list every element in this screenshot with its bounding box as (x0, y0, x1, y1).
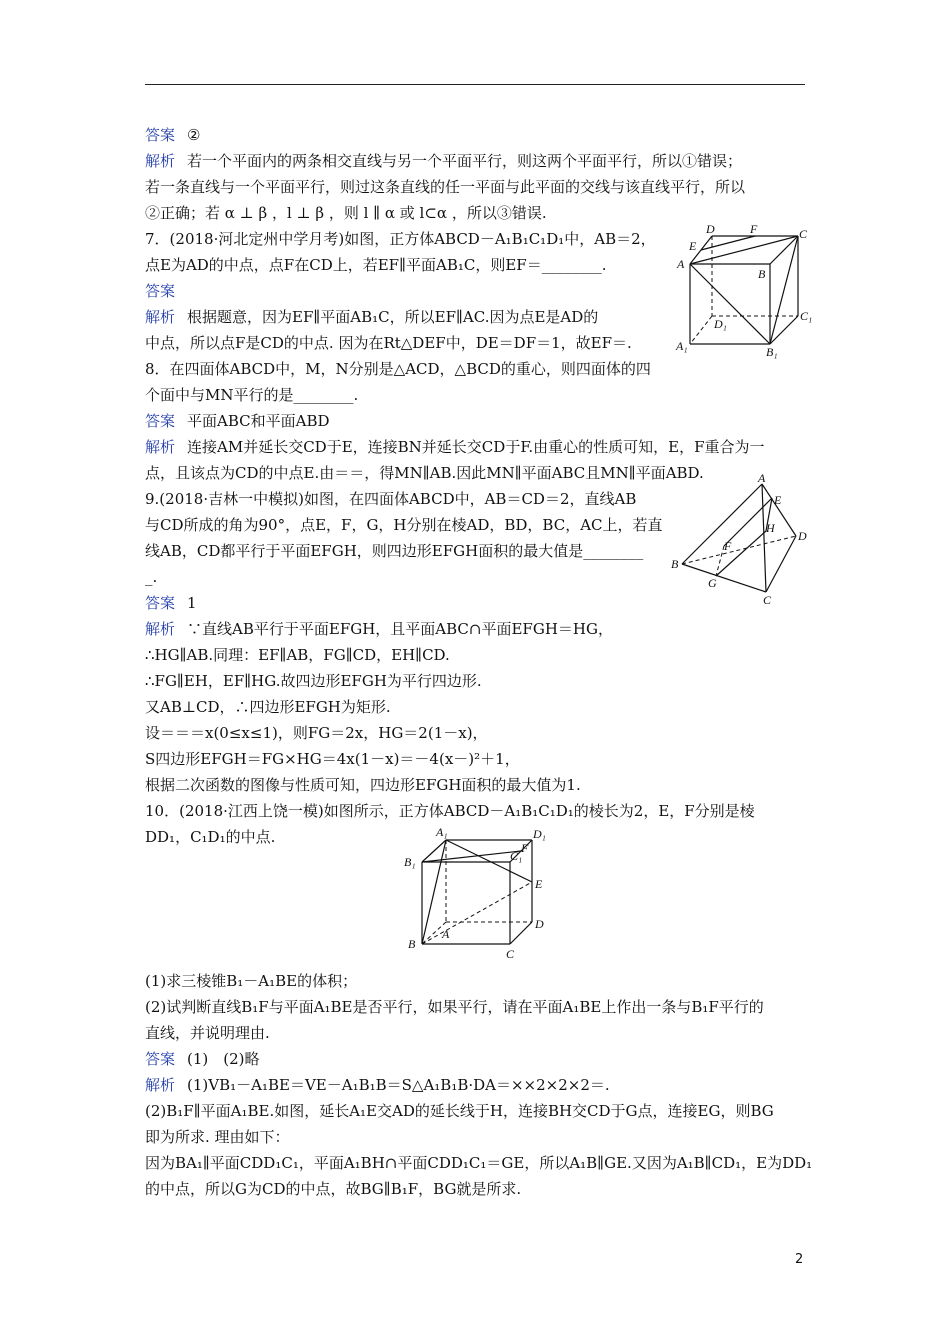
text-line (145, 1074, 610, 1096)
line-text: 又AB⊥CD，∴四边形EFGH为矩形. (145, 698, 391, 716)
answer-label: 答案 (145, 282, 176, 300)
line-text: ∴FG∥EH，EF∥HG.故四边形EFGH为平行四边形. (145, 672, 482, 690)
page-number: 2 (795, 1252, 804, 1267)
fig1-label-E: E (689, 239, 697, 253)
line-text: 因为BA₁∥平面CDD₁C₁，平面A₁BH∩平面CDD₁C₁＝GE，所以A₁B∥GE.又因为A₁B∥CD₁，E为DD₁ (145, 1154, 813, 1172)
fig2-label-E: E (774, 493, 782, 507)
text-line (145, 1152, 812, 1174)
text-line (145, 462, 704, 484)
text-line (145, 592, 197, 614)
line-text: 点，且该点为CD的中点E.由＝＝，得MN∥AB.因此MN∥平面ABC且MN∥平面ABD. (145, 464, 704, 482)
fig1-label-F: F (750, 222, 758, 236)
fig3-label-A1: A₁ (436, 826, 448, 839)
text-line (145, 1178, 521, 1200)
line-text: 即为所求. 理由如下： (145, 1128, 290, 1146)
fig2-label-F: F (724, 539, 732, 553)
text-line (145, 540, 643, 562)
fig2-label-D: D (798, 529, 807, 543)
line-text: 的中点，所以G为CD的中点，故BG∥B₁F，BG就是所求. (145, 1180, 522, 1198)
tetrahedron-figure-problem-9 (668, 474, 818, 609)
text-line (145, 1022, 270, 1044)
line-text: DD₁，C₁D₁的中点. (145, 828, 276, 846)
fig1-label-B1: B₁ (766, 345, 778, 359)
line-text: 线AB，CD都平行于平面EFGH，则四边形EFGH面积的最大值是________ (145, 542, 644, 560)
text-line (145, 826, 275, 848)
fig2-label-A: A (758, 474, 766, 485)
line-text: 若一条直线与一个平面平行，则过这条直线的任一平面与此平面的交线与该直线平行，所以 (145, 178, 746, 196)
analysis-label: 解析 (145, 438, 176, 456)
line-text: (2)试判断直线B₁F与平面A₁BE是否平行，如果平行，请在平面A₁BE上作出一条与B₁F平行的 (145, 998, 764, 1016)
fig3-label-B1: B₁ (404, 855, 416, 869)
line-text: (1) (2)略 (187, 1050, 260, 1068)
cube-figure-problem-10 (402, 826, 552, 961)
analysis-label: 解析 (145, 308, 176, 326)
fig3-label-F: F (521, 841, 529, 855)
text-line (145, 1126, 290, 1148)
text-line (145, 280, 187, 302)
fig2-label-B: B (671, 557, 679, 571)
line-text: ∴HG∥AB.同理：EF∥AB，FG∥CD，EH∥CD. (145, 646, 450, 664)
text-line (145, 358, 651, 380)
line-text: (1)求三棱锥B₁－A₁BE的体积； (145, 972, 358, 990)
text-line (145, 202, 547, 224)
fig3-label-C: C (506, 947, 515, 961)
fig1-label-C1: C₁ (800, 309, 813, 323)
analysis-label: 解析 (145, 1076, 176, 1094)
text-line (145, 644, 450, 666)
fig2-label-G: G (708, 576, 717, 590)
analysis-label: 解析 (145, 152, 176, 170)
fig1-label-D: D (706, 222, 715, 236)
text-line (145, 436, 765, 458)
line-text: _. (145, 568, 158, 586)
fig2-label-C: C (763, 593, 772, 607)
text-line (145, 774, 581, 796)
line-text: 点E为AD的中点，点F在CD上，若EF∥平面AB₁C，则EF＝________. (145, 256, 607, 274)
fig2-label-H: H (766, 521, 775, 535)
text-line (145, 514, 663, 536)
text-line (145, 124, 200, 146)
line-text: 7．(2018·河北定州中学月考)如图，正方体ABCD－A₁B₁C₁D₁中，AB＝2， (145, 230, 656, 248)
cube-figure-problem-7 (670, 222, 820, 362)
line-text: 直线，并说明理由. (145, 1024, 270, 1042)
text-line (145, 332, 632, 354)
fig3-label-D: D (535, 917, 544, 931)
text-line (145, 618, 613, 640)
text-line (145, 1048, 260, 1070)
answer-label: 答案 (145, 1050, 176, 1068)
line-text: S四边形EFGH＝FG×HG＝4x(1－x)＝－4(x－)²＋1， (145, 750, 520, 768)
text-line (145, 150, 742, 172)
line-text: ②正确；若 α ⊥ β ，l ⊥ β ，则 l ∥ α 或 l⊂α ，所以③错误. (145, 204, 547, 222)
fig1-label-B: B (758, 267, 766, 281)
answer-label: 答案 (145, 594, 176, 612)
text-line (145, 254, 606, 276)
text-line (145, 410, 330, 432)
text-line (145, 696, 391, 718)
header-rule (145, 84, 805, 85)
answer-label: 答案 (145, 412, 176, 430)
text-line (145, 488, 636, 510)
text-line (145, 722, 488, 744)
text-line (145, 670, 482, 692)
analysis-label: 解析 (145, 620, 176, 638)
line-text: 个面中与MN平行的是________. (145, 386, 359, 404)
line-text: 设＝＝＝x(0≤x≤1)，则FG＝2x，HG＝2(1－x)， (145, 724, 488, 742)
fig1-label-A: A (677, 257, 685, 271)
fig3-label-C1: C₁ (510, 849, 523, 863)
line-text: 平面ABC和平面ABD (187, 412, 330, 430)
text-line (145, 306, 598, 328)
text-line (145, 176, 745, 198)
fig3-label-B: B (408, 937, 416, 951)
line-text: ∵直线AB平行于平面EFGH，且平面ABC∩平面EFGH＝HG， (187, 620, 613, 638)
line-text: 中点，所以点F是CD的中点. 因为在Rt△DEF中，DE＝DF＝1，故EF＝. (145, 334, 632, 352)
text-line (145, 228, 656, 250)
line-text: 连接AM并延长交CD于E，连接BN并延长交CD于F.由重心的性质可知，E，F重合为一 (187, 438, 765, 456)
line-text: (1)VB₁－A₁BE＝VE－A₁B₁B＝S△A₁B₁B·DA＝××2×2×2＝. (187, 1076, 610, 1094)
line-text: (2)B₁F∥平面A₁BE.如图，延长A₁E交AD的延长线于H，连接BH交CD于G点，连接EG，则BG (145, 1102, 774, 1120)
line-text: 根据题意，因为EF∥平面AB₁C，所以EF∥AC.因为点E是AD的 (187, 308, 599, 326)
line-text: 与CD所成的角为90°，点E，F，G，H分别在棱AD，BD，BC，AC上，若直 (145, 516, 663, 534)
line-text: 10．(2018·江西上饶一模)如图所示，正方体ABCD－A₁B₁C₁D₁的棱长为2，E，F分别是棱 (145, 802, 755, 820)
text-line (145, 566, 157, 588)
fig1-label-C: C (799, 227, 808, 241)
line-text: 9.(2018·吉林一中模拟)如图，在四面体ABCD中，AB＝CD＝2，直线AB (145, 490, 637, 508)
text-line (145, 384, 358, 406)
line-text: 若一个平面内的两条相交直线与另一个平面平行，则这两个平面平行，所以①错误； (187, 152, 743, 170)
text-line (145, 800, 755, 822)
fig3-label-D1: D₁ (533, 827, 546, 841)
line-text: ② (187, 126, 201, 144)
line-text: 根据二次函数的图像与性质可知，四边形EFGH面积的最大值为1. (145, 776, 581, 794)
fig1-label-A1: A₁ (676, 339, 688, 353)
line-text: 8．在四面体ABCD中，M，N分别是△ACD，△BCD的重心，则四面体的四 (145, 360, 651, 378)
text-line (145, 748, 520, 770)
text-line (145, 996, 764, 1018)
answer-label: 答案 (145, 126, 176, 144)
fig1-label-D1: D₁ (714, 317, 727, 331)
line-text: 1 (187, 594, 197, 612)
fig3-label-E: E (535, 877, 543, 891)
text-line (145, 970, 357, 992)
fig3-label-A: A (442, 927, 450, 941)
text-line (145, 1100, 774, 1122)
